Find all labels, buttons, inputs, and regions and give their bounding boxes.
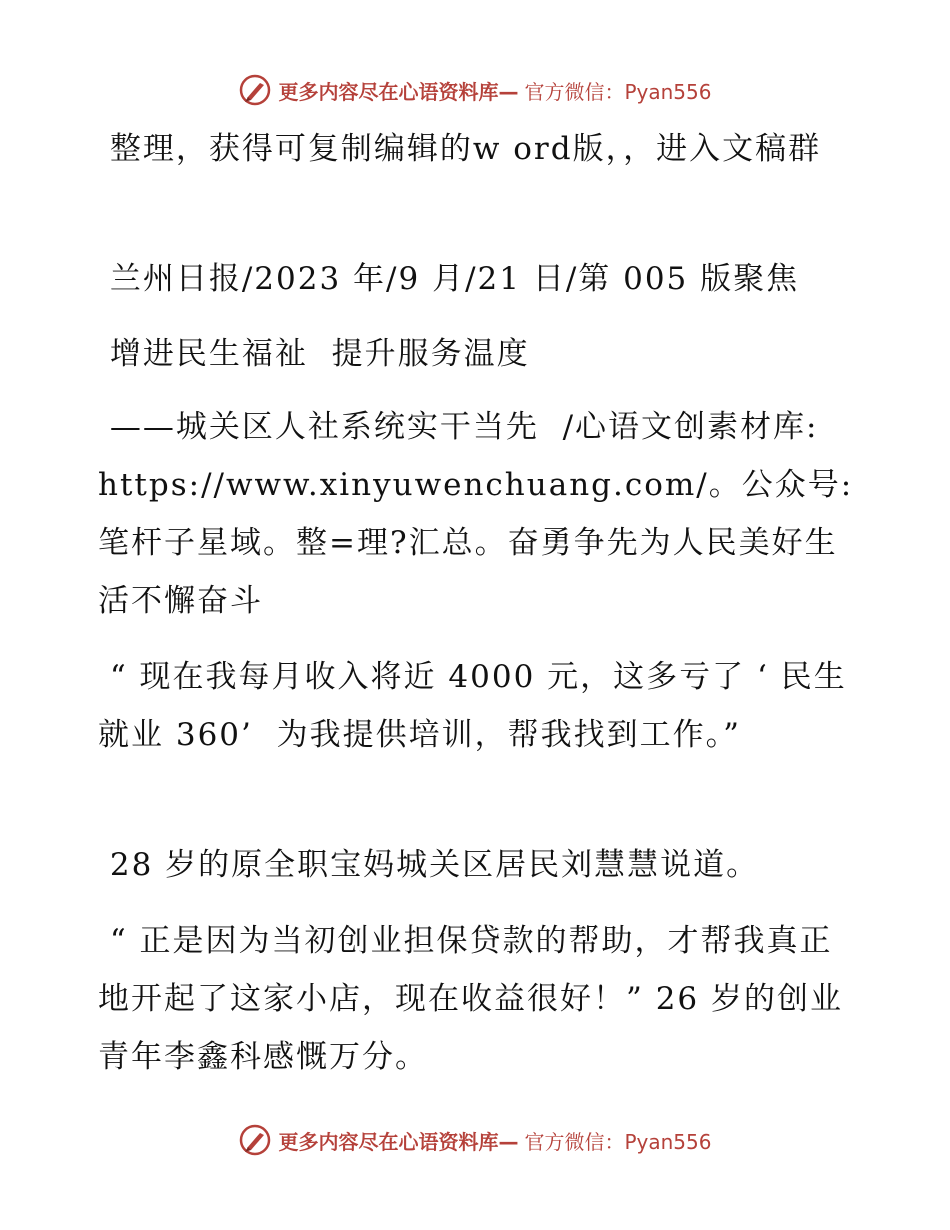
banner-slogan: 更多内容尽在心语资料库— xyxy=(278,79,519,104)
paragraph-intro: 整理，获得可复制编辑的w ord版，，进入文稿群 xyxy=(98,131,822,167)
footer-slogan: 更多内容尽在心语资料库— xyxy=(278,1129,519,1154)
paragraph-subtitle: ——城关区人社系统实干当先 /心语文创素材库: https://www.xinyuwenchuang.com/。公众号: 笔杆子星域。整=理?汇总。奋勇争先为人民美好生活不懈奋斗 xyxy=(98,409,866,619)
pen-logo-icon xyxy=(238,1123,272,1157)
footer-banner xyxy=(0,1120,950,1160)
footer-contact: 官方微信：Pyan556 xyxy=(524,1129,712,1154)
paragraph-source: 兰州日报/2023 年/9 月/21 日/第 005 版聚焦 xyxy=(98,261,800,297)
paragraph-attribution-1: 28 岁的原全职宝妈城关区居民刘慧慧说道。 xyxy=(98,847,760,883)
paragraph-headline: 增进民生福祉 提升服务温度 xyxy=(98,336,530,372)
header-banner xyxy=(0,70,950,110)
banner-contact: 官方微信：Pyan556 xyxy=(524,79,712,104)
pen-logo-icon xyxy=(238,73,272,107)
paragraph-quote-2: “ 正是因为当初创业担保贷款的帮助，才帮我真正地开起了这家小店，现在收益很好！” 26 岁的创业青年李鑫科感慨万分。 xyxy=(98,923,844,1075)
paragraph-quote-1: “ 现在我每月收入将近 4000 元，这多亏了 ‘ 民生就业 360’ 为我提供培训，帮我找到工作。” xyxy=(98,659,847,753)
